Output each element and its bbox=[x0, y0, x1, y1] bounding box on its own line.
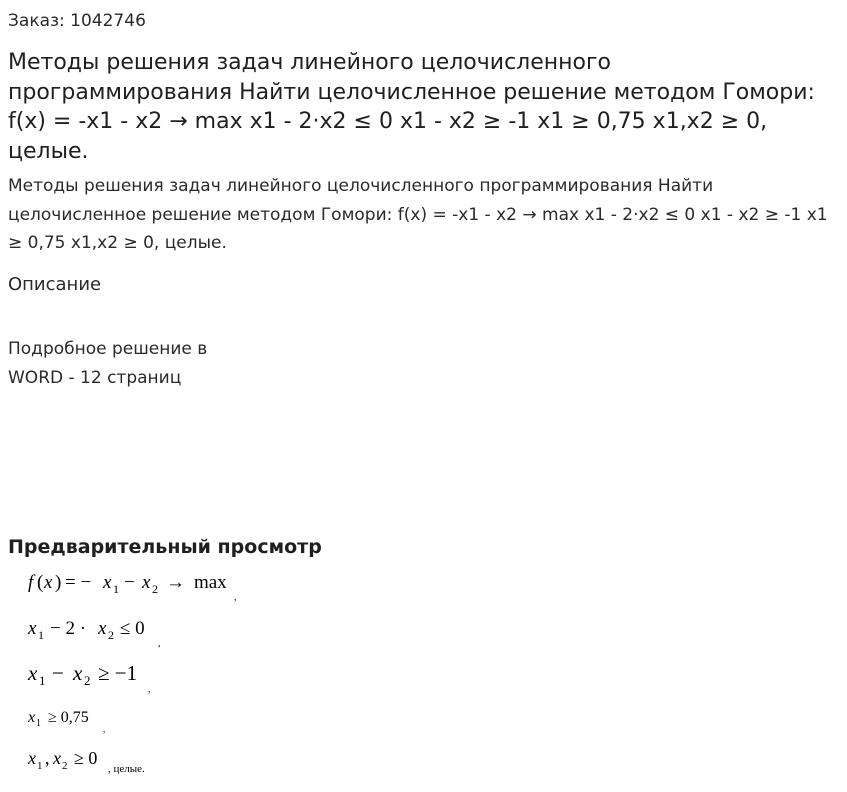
formula-max: max bbox=[194, 572, 227, 593]
formula-minus: − bbox=[124, 572, 135, 593]
summary-text: Методы решения задач линейного целочисленного программирования Найти целочисленное решение методом Гомори: f(x) = -x1 - x2 → max x1 - 2·x2 ≤ 0 x1 - x2 ≥ -1 x1 ≥ 0,75 x1,x2 ≥ 0, целые. bbox=[8, 176, 828, 253]
formula-sub2: 2 bbox=[152, 582, 158, 596]
formula-tail: , bbox=[234, 592, 237, 603]
description-heading: Описание bbox=[8, 274, 102, 295]
formula-x2: x bbox=[73, 661, 83, 685]
formula-tail: , bbox=[148, 684, 151, 695]
formula-sub1: 1 bbox=[113, 582, 119, 596]
formula-sub1: 1 bbox=[36, 718, 41, 729]
preview-image bbox=[18, 564, 278, 786]
formula-sub2: 2 bbox=[62, 760, 68, 772]
formula-objective bbox=[28, 572, 237, 603]
formula-minus: − bbox=[52, 661, 64, 685]
solution-info-line-2: WORD - 12 страниц bbox=[8, 368, 182, 388]
formula-arrow: → bbox=[166, 572, 185, 593]
formula-f: f bbox=[28, 572, 34, 593]
formula-constraint-2 bbox=[27, 661, 151, 695]
formula-x2: x bbox=[53, 748, 61, 768]
formula-equals: = − bbox=[65, 572, 92, 593]
formula-constraint-4 bbox=[27, 748, 145, 775]
page-title: Методы решения задач линейного целочисленного программирования Найти целочисленное решение методом Гомори: f(x) = -x1 - x2 → max x1 - 2·x2 ≤ 0 x1 - x2 ≥ -1 x1 ≥ 0,75 x1,x2 ≥ 0, целые. bbox=[8, 50, 815, 164]
formula-x1: x bbox=[28, 618, 37, 639]
formula-x1: x bbox=[28, 709, 36, 726]
formula-tail: , bbox=[103, 724, 106, 734]
formula-x2: x bbox=[98, 618, 107, 639]
formula-sub2: 2 bbox=[108, 628, 114, 642]
formula-paren-close: ) bbox=[55, 572, 62, 593]
formula-tail: , bbox=[158, 638, 161, 649]
formula-relation: ≤ 0 bbox=[120, 618, 145, 639]
formula-x2: x bbox=[142, 572, 151, 593]
formula-constraint-3 bbox=[27, 709, 105, 734]
formula-sub2: 2 bbox=[84, 673, 91, 688]
formula-tail: , целые. bbox=[108, 763, 145, 775]
formula-relation: ≥ 0 bbox=[74, 748, 98, 768]
formula-x: x bbox=[44, 572, 53, 593]
preview-heading: Предварительный просмотр bbox=[8, 536, 322, 558]
formula-sub1: 1 bbox=[37, 760, 43, 772]
formula-x1: x bbox=[103, 572, 112, 593]
formula-constraint-1 bbox=[27, 618, 161, 649]
solution-info bbox=[8, 335, 308, 393]
formula-paren-open: ( bbox=[37, 572, 44, 593]
solution-info-line-1: Подробное решение в bbox=[8, 339, 208, 359]
formula-comma: , bbox=[45, 748, 50, 768]
formula-relation: ≥ 0,75 bbox=[48, 709, 89, 726]
formula-relation: ≥ −1 bbox=[98, 661, 138, 685]
order-number: Заказ: 1042746 bbox=[8, 11, 146, 31]
formula-mid: − 2 · bbox=[50, 618, 87, 639]
formula-x1: x bbox=[28, 748, 36, 768]
formula-x1: x bbox=[28, 661, 38, 685]
formula-sub1: 1 bbox=[39, 673, 46, 688]
formula-sub1: 1 bbox=[38, 628, 44, 642]
